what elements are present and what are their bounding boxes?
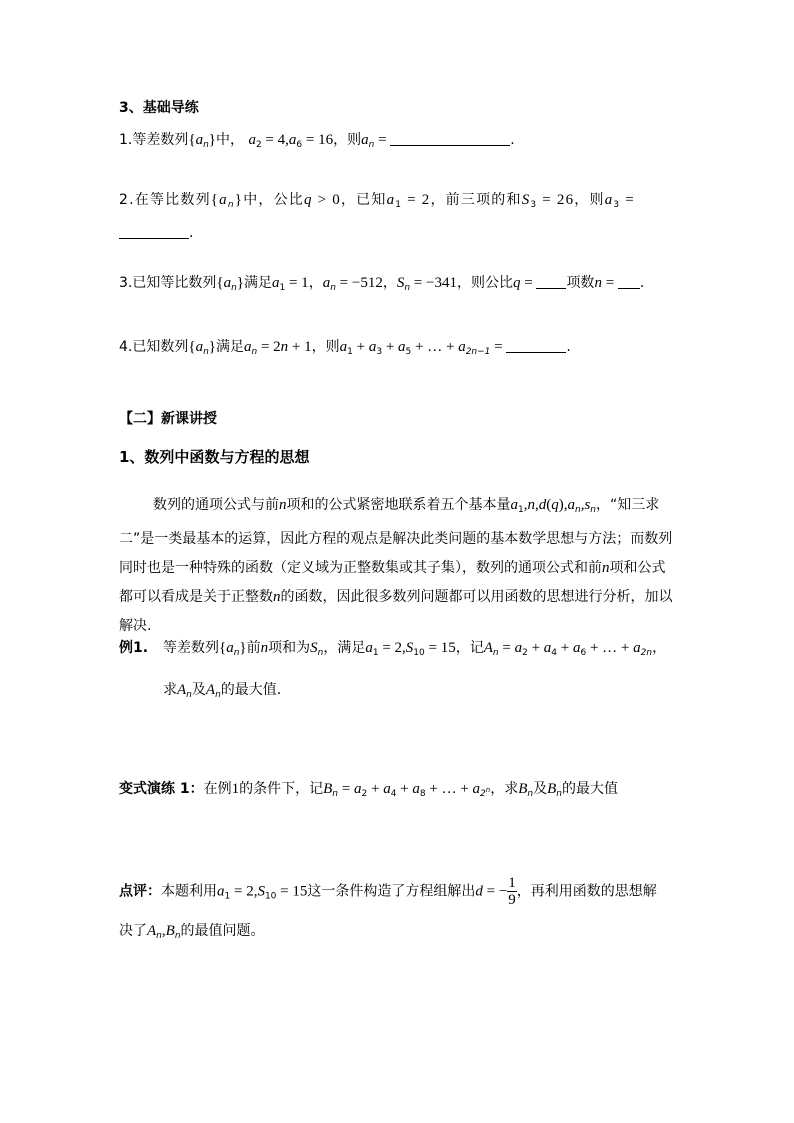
section-heading-3: 3、基础导练 [119,100,199,116]
example-1: 例1. 等差数列$\{a_n\}$前n项和为$S_n$，满足$a_1 = 2,S_{10} = 15$，记$A_n = a_2 + a_4 + a_6$ + … + $a_{2n}$， [119,640,667,658]
answer-blank-q[interactable] [536,274,566,289]
intro-paragraph: 数列的通项公式与前n项和的公式紧密地联系着五个基本量$a_1,n,d(q),a_n,s_n$，“知三求二”是一类最基本的运算，因此方程的观点是解决此类问题的基本数学思想与方法；而数列同时也是一种特殊的函数（定义域为正整数集或其子集），数列的通项公式和前n项和公式都可以看成是关于正整数n的函数，因此很多数列问题都可以用函数的思想进行分析，加以解决. [119,497,673,634]
answer-blank[interactable] [119,224,189,239]
fraction-one-ninth: $\frac{1}{9}$ [508,875,516,908]
comment-continued: 决了$A_n,B_n$的最值问题。 [119,923,265,941]
question-4: 4.已知数列$\{a_n\}$满足$a_n = 2n + 1$，则$a_1 + a_3 + a_5$ + … + $a_{2n-1}$ = . [119,339,571,357]
question-2: 2.在等比数列$\{a_n\}$中，公比q > 0，已知$a_1 = 2$，前三项的和$S_3 = 26$，则$a_3$ = [119,192,635,210]
question-1: 1.等差数列$\{a_n\}$中， $a_2 = 4,a_6 = 16$，则$a_n$ = . [119,132,515,150]
example-1-question: 求$A_n$及$A_n$的最大值. [163,682,282,700]
answer-blank[interactable] [390,131,510,146]
subsection-heading-1: 1、数列中函数与方程的思想 [119,448,310,466]
section-heading-new-lesson: 【二】新课讲授 [119,411,217,427]
question-2-answer: . [119,222,193,244]
comment: 点评：本题利用$a_1 = 2,S_{10} = 15$这一条件构造了方程组解出d = − $\frac{1}{9}$ ，再利用函数的思想解 [119,875,657,908]
answer-blank-n[interactable] [618,274,640,289]
variant-exercise-1: 变式演练 1：在例1的条件下，记$B_n = a_2 + a_4 + a_8$ + … + $a_{2^n}$，求$B_n$及$B_n$的最大值 [119,781,618,799]
answer-blank[interactable] [506,338,566,353]
question-3: 3.已知等比数列$\{a_n\}$满足$a_1 = 1$，$a_n = -512$，$S_n = -341$，则公比q = 项数n = . [119,275,645,293]
